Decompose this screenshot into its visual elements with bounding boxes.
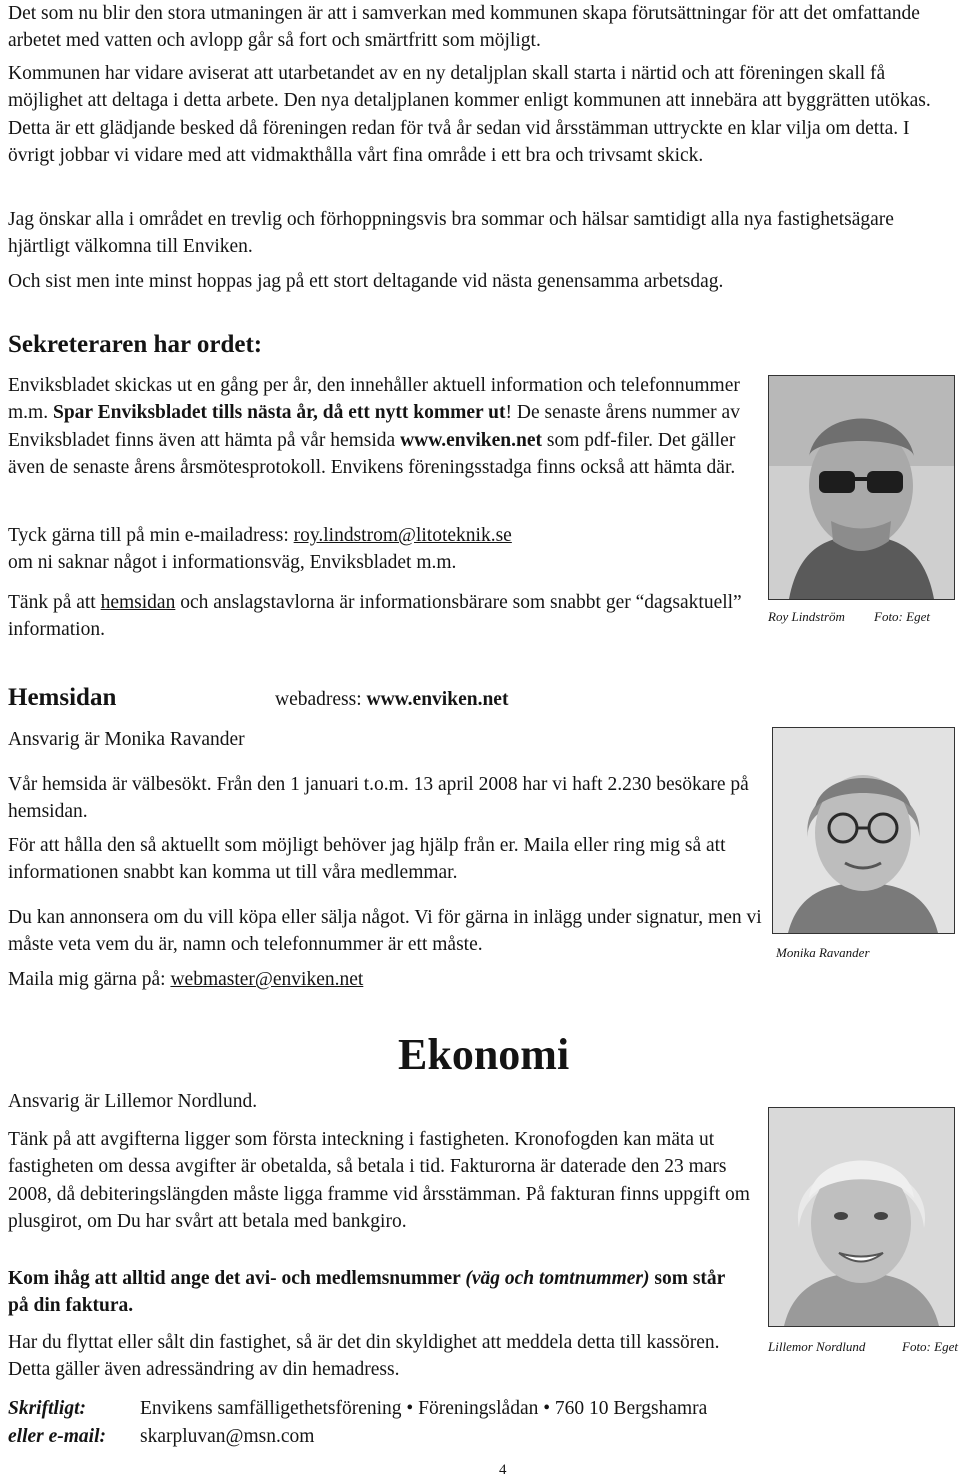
photo-credit-roy: Foto: Eget <box>874 609 930 624</box>
economy-paragraph-2 <box>8 1265 750 1320</box>
portrait-image <box>769 1108 954 1326</box>
website-address-label: webadress: <box>275 689 367 710</box>
secretary-text: och anslagstavlorna är informationsbärare som snabbt ger “dagsaktuell” information. <box>8 592 742 641</box>
secretary-text: om ni saknar något i informationsväg, Enviksbladet m.m. <box>8 552 457 574</box>
intro-paragraph-3: Jag önskar alla i området en trevlig och förhoppningsvis bra sommar och hälsar samtidigt alla nya fastighetsägare hjärtligt välkomna till Enviken. <box>8 209 894 258</box>
photo-caption-lillemor: Lillemor Nordlund <box>768 1339 866 1354</box>
footer-email-value: skarpluvan@msn.com <box>140 1426 315 1447</box>
website-address-line <box>275 686 508 713</box>
economy-bold-text: som står på din faktura. <box>8 1268 725 1317</box>
website-paragraph-2: För att hålla den så aktuellt som möjligt behöver jag hjälp från er. Maila eller ring mig så att informationen snabbt kan komma ut till våra medlemmar. <box>8 835 726 884</box>
intro-paragraph-4: Och sist men inte minst hoppas jag på ett stort deltagande vid nästa genensamma arbetsdag. <box>8 271 724 292</box>
secretary-bold-text: Spar Enviksbladet tills nästa år, då ett nytt kommer ut <box>52 402 506 424</box>
website-heading: Hemsidan <box>8 684 117 711</box>
secretary-text: Enviksbladet skickas ut en gång per år, den innehåller aktuell information och telefonnummer m.m. <box>8 375 740 424</box>
footer-written-label: Skriftligt: <box>8 1398 87 1419</box>
footer-written-value: Envikens samfälligethetsförening • Föreningslådan • 760 10 Bergshamra <box>140 1398 708 1419</box>
secretary-text: Tyck gärna till på min e-mailadress: <box>8 525 294 546</box>
footer-email-label: eller e-mail: <box>8 1426 107 1447</box>
webmaster-email-link[interactable]: webmaster@enviken.net <box>170 969 364 990</box>
secretary-paragraph-1 <box>8 372 760 481</box>
website-responsible: Ansvarig är Monika Ravander <box>8 729 245 750</box>
secretary-text: Tänk på att <box>8 592 101 613</box>
secretary-text: ! De senaste årens nummer av Enviksbladet finns även att hämta på vår hemsida <box>8 402 740 451</box>
economy-bold-italic-text: (väg och tomtnummer) <box>465 1268 650 1289</box>
photo-lillemor-nordlund <box>768 1107 955 1327</box>
photo-caption-roy: Roy Lindström <box>768 609 845 624</box>
secretary-paragraph-2 <box>8 522 760 577</box>
portrait-image <box>773 728 954 933</box>
intro-paragraph-1: Det som nu blir den stora utmaningen är att i samverkan med kommunen skapa förutsättningar för att det omfattande arbetet med vatten och avlopp går så fort och smärtfritt som möjligt. <box>8 3 920 52</box>
photo-credit-lillemor: Foto: Eget <box>902 1339 958 1354</box>
economy-responsible: Ansvarig är Lillemor Nordlund. <box>8 1091 258 1112</box>
website-text: Maila mig gärna på: <box>8 969 171 990</box>
photo-roy-lindstrom <box>768 375 955 600</box>
website-paragraph-1: Vår hemsida är välbesökt. Från den 1 januari t.o.m. 13 april 2008 har vi haft 2.230 besökare på hemsidan. <box>8 774 749 823</box>
website-address: www.enviken.net <box>366 689 509 710</box>
photo-monika-ravander <box>772 727 955 934</box>
economy-paragraph-3: Har du flyttat eller sålt din fastighet, så är det din skyldighet att meddela detta till kassören. Detta gäller även adressändring av din hemadress. <box>8 1332 720 1381</box>
secretary-paragraph-3 <box>8 589 760 644</box>
website-address: www.enviken.net <box>400 429 542 451</box>
secretary-text: som pdf-filer. Det gäller även de senaste årens årsmötesprotokoll. Envikens föreningsstadga finns också att hämta där. <box>8 429 736 478</box>
homepage-link[interactable]: hemsidan <box>100 592 176 613</box>
website-paragraph-3: Du kan annonsera om du vill köpa eller sälja något. Vi för gärna in inlägg under signatur, men vi måste veta vem du är, namn och telefonnummer är ett måste. <box>8 907 762 956</box>
portrait-image <box>769 376 954 599</box>
economy-bold-text: Kom ihåg att alltid ange det avi- och medlemsnummer <box>8 1268 466 1289</box>
intro-paragraph-2: Kommunen har vidare aviserat att utarbetandet av en ny detaljplan skall starta i närtid och att föreningen skall få möjlighet att deltaga i detta arbete. Den nya detaljplanen kommer enligt kommunen att innebära att byggrätten utökas. Detta är ett glädjande besked då föreningen redan för två år sedan vid årsstämman uttryckte en klar vilja om detta. I övrigt jobbar vi vidare med att vidmakthålla vårt fina område i ett bra och trivsamt skick. <box>8 63 931 166</box>
economy-heading: Ekonomi <box>398 1030 570 1079</box>
website-paragraph-4 <box>8 966 363 993</box>
economy-paragraph-1: Tänk på att avgifterna ligger som första inteckning i fastigheten. Kronofogden kan mäta ut fastigheten om dessa avgifter är obetalda, så betala i tid. Fakturorna är daterade den 23 mars 2008, då debiteringslängden måste ligga framme vid årsstämman. På fakturan finns uppgift om plusgirot, om Du har svårt att betala med bankgiro. <box>8 1129 750 1232</box>
secretary-heading: Sekreteraren har ordet: <box>8 331 263 358</box>
secretary-email-link[interactable]: roy.lindstrom@litoteknik.se <box>293 525 512 546</box>
photo-caption-monika: Monika Ravander <box>776 945 870 960</box>
page-number: 4 <box>499 1462 507 1478</box>
